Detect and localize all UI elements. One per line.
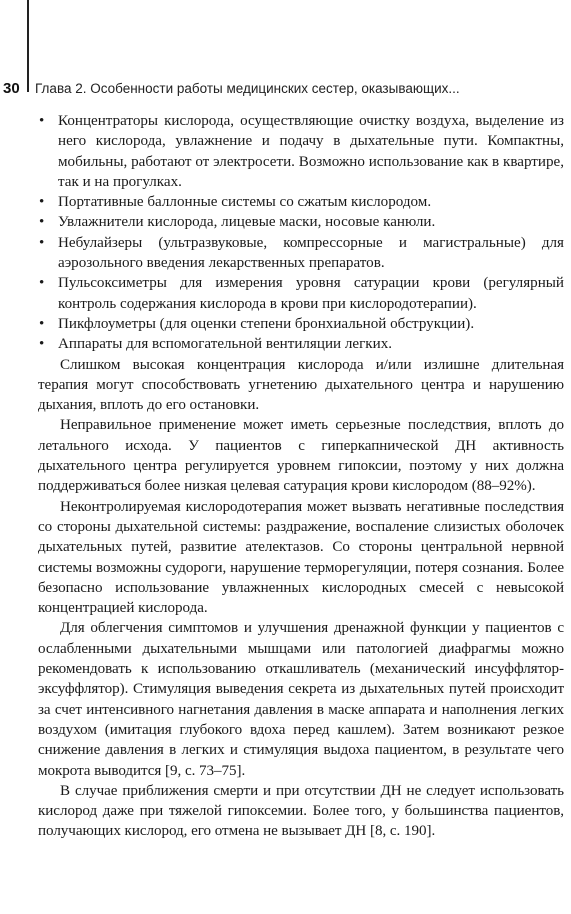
list-item [38,111,564,192]
list-item [38,233,564,274]
list-item-text: Аппараты для вспомогательной вентиляции легких. [58,336,393,353]
list-item [38,314,564,334]
list-item-text: Увлажнители кислорода, лицевые маски, носовые канюли. [58,214,436,231]
list-item-text: Небулайзеры (ультразвуковые, компрессорные и магистральные) для аэрозольного введения лекарственных препаратов. [58,234,564,272]
bullet-icon: • [39,315,45,332]
equipment-list [38,111,564,355]
list-item-text: Пикфлоуметры (для оценки степени бронхиальной обструкции). [58,315,475,332]
paragraph: Для облегчения симптомов и улучшения дренажной функции у пациентов с ослабленными дыхательными мышцами или патологией диафрагмы можно рекомендовать к использованию откашливатель (механический инсуффлятор-эксуффлятор). Стимуляция выведения секрета из дыхательных путей происходит за счет интенсивного нагнетания давления в маске аппарата и наполнения легких воздухом (имитация глубокого вдоха перед кашлем). Затем возникают резкое снижение давления в легких и стимуляция выдоха пациентом, в результате чего мокрота выводится [9, с. 73–75]. [38,620,564,779]
bullet-icon: • [39,113,45,129]
bullet-icon: • [39,194,45,211]
bullet-icon: • [39,275,45,292]
bullet-icon: • [39,234,45,251]
list-item-text: Портативные баллонные системы со сжатым кислородом. [58,194,432,211]
paragraph: Слишком высокая концентрация кислорода и/или излишне длительная терапия могут способствовать угнетению дыхательного центра и нарушению дыхания, вплоть до его остановки. [38,356,564,414]
margin-rule [27,0,29,92]
paragraph: В случае приближения смерти и при отсутствии ДН не следует использовать кислород даже при тяжелой гипоксемии. Более того, у большинства пациентов, получающих кислород, его отмена не вызывает ДН [8, с. 190]. [38,782,564,840]
list-item [38,334,564,354]
list-item-text: Пульсоксиметры для измерения уровня сатурации крови (регулярный контроль содержания кислорода в крови при кислородотерапии). [58,275,564,312]
paragraph: Неправильное применение может иметь серьезные последствия, вплоть до летального исхода. У пациентов с гиперкапнической ДН активность дыхательного центра регулируется уровнем гипоксии, поэтому у них должна поддерживаться более низкая целевая сатурация крови кислородом (88–92%). [38,417,564,495]
bullet-icon: • [39,336,45,353]
running-title: Глава 2. Особенности работы медицинских сестер, оказывающих... [35,81,460,96]
paragraph: Неконтролируемая кислородотерапия может вызвать негативные последствия со стороны дыхательной системы: раздражение, воспаление слизистых оболочек дыхательных путей, развитие ателектазов. Со стороны центральной нервной системы возможны судороги, нарушение терморегуляции, потеря сознания. Более безопасно использование увлажненных кислородных смесей с невысокой концентрацией кислорода. [38,498,564,617]
list-item-text: Концентраторы кислорода, осуществляющие очистку воздуха, выделение из него кислорода, увлажнение и подачу в дыхательные пути. Компактны, мобильны, работают от электросети. Возможно использование как в квартире, так и на прогулках. [58,113,564,190]
bullet-icon: • [39,214,45,231]
list-item [38,212,564,232]
list-item [38,192,564,212]
page-body [38,111,564,842]
page-number: 30 [3,80,20,97]
list-item [38,273,564,314]
page-header [0,80,571,100]
